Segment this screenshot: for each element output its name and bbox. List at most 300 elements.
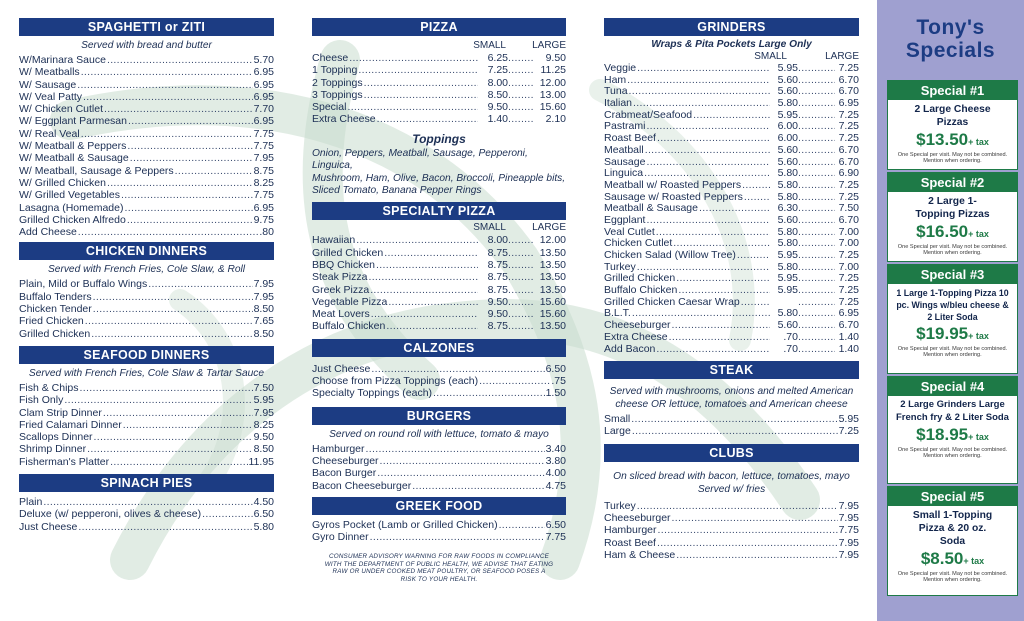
item-name: Plain, Mild or Buffalo Wings	[19, 278, 148, 291]
item-price-small: 8.00	[487, 76, 508, 89]
special-price: $8.50+ tax	[920, 549, 985, 568]
item-price-large: 12.00	[539, 234, 566, 247]
item-name: 1 Topping	[312, 64, 358, 77]
item-price: 5.95	[253, 394, 274, 407]
special-note: One Special per visit. May not be combined. Mention when ordering.	[897, 447, 1008, 460]
menu-item	[19, 443, 274, 455]
menu-item	[312, 89, 566, 101]
item-price: 7.75	[545, 531, 566, 544]
dot-leader	[798, 180, 835, 192]
item-name: Bacon Burger	[312, 467, 377, 480]
item-price-large: 1.40	[838, 342, 859, 355]
item-price: 7.95	[838, 536, 859, 549]
dot-leader	[798, 133, 835, 145]
item-price-large: 13.00	[539, 88, 566, 101]
item-name: Sausage	[604, 155, 646, 168]
dot-leader	[77, 79, 252, 91]
dot-leader	[110, 456, 247, 468]
menu-item	[312, 234, 566, 246]
dot-leader	[798, 308, 835, 320]
item-price: 6.95	[253, 90, 274, 103]
dot-leader	[128, 115, 253, 127]
item-price-small: 8.50	[487, 88, 508, 101]
item-price-small: 6.25	[487, 52, 508, 64]
menu-item	[604, 285, 859, 297]
toppings-title: Toppings	[412, 131, 466, 146]
item-name: Turkey	[604, 260, 636, 273]
dot-leader	[657, 537, 838, 549]
menu-item	[19, 419, 274, 431]
dot-leader	[798, 75, 835, 87]
dot-leader	[508, 259, 534, 271]
grinders-list	[604, 63, 859, 355]
dot-leader	[744, 192, 770, 204]
item-price-large: 7.25	[838, 178, 859, 191]
item-name: W/ Meatballs	[19, 66, 80, 79]
item-price-small: 5.80	[777, 225, 798, 238]
item-price-large: 7.25	[838, 120, 859, 133]
item-price-large: 7.25	[838, 62, 859, 74]
specialty-size-header	[312, 222, 566, 234]
dot-leader	[798, 192, 835, 204]
grinders-subtitle: Wraps & Pita Pockets Large Only	[651, 39, 812, 50]
item-name: Chicken Salad (Willow Tree)	[604, 249, 736, 261]
dot-leader	[627, 75, 770, 87]
item-name: Fish & Chips	[19, 381, 79, 394]
item-price: 7.95	[253, 152, 274, 165]
item-name: Cheeseburger	[312, 454, 379, 467]
item-name: Grilled Chicken Caesar Wrap	[604, 295, 740, 308]
special-title: Special #5	[888, 487, 1017, 506]
item-price-small: 5.95	[777, 272, 798, 285]
menu-item	[19, 315, 274, 327]
menu-item	[19, 508, 274, 520]
item-price-small: 5.60	[777, 213, 798, 226]
dot-leader	[508, 234, 534, 246]
dot-leader	[130, 152, 253, 164]
dot-leader	[646, 121, 770, 133]
item-name: Just Cheese	[312, 362, 371, 375]
item-price-small: .70	[783, 330, 798, 343]
item-price-small: 9.50	[487, 308, 508, 321]
grinders-header: GRINDERS	[604, 18, 859, 36]
item-price-small: 8.75	[487, 320, 508, 333]
dot-leader	[358, 64, 478, 76]
calzones-header: CALZONES	[312, 339, 566, 357]
dot-leader	[798, 203, 835, 215]
menu-item	[312, 284, 566, 296]
clubs-header: CLUBS	[604, 444, 859, 462]
item-price-large: 13.50	[539, 246, 566, 259]
menu-item	[604, 524, 859, 536]
dot-leader	[633, 98, 770, 110]
menu-item	[312, 259, 566, 271]
menu-item	[604, 332, 859, 344]
menu-item	[19, 431, 274, 443]
item-name: Large	[604, 425, 631, 438]
item-name: Grilled Chicken	[604, 272, 676, 285]
menu-item	[19, 128, 274, 140]
dot-leader	[121, 189, 253, 201]
item-name: Lasagna (Homemade)	[19, 201, 124, 214]
menu-item	[19, 328, 274, 340]
item-price-large: 6.70	[838, 319, 859, 332]
item-price-large: 6.70	[838, 143, 859, 156]
dot-leader	[646, 157, 770, 169]
item-price-large: 7.00	[838, 260, 859, 273]
special-note: One Special per visit. May not be combined. Mention when ordering.	[897, 152, 1008, 165]
item-price: .80	[259, 226, 274, 239]
dot-leader	[637, 63, 770, 75]
dot-leader	[508, 64, 534, 76]
dot-leader	[85, 315, 253, 327]
dot-leader	[370, 284, 478, 296]
item-name: Fried Chicken	[19, 315, 84, 328]
dot-leader	[631, 413, 837, 425]
dot-leader	[107, 54, 253, 66]
menu-item	[19, 456, 274, 468]
dot-leader	[202, 508, 252, 520]
item-price: 6.50	[253, 508, 274, 521]
item-name: Roast Beef	[604, 132, 656, 145]
item-name: Fish Only	[19, 394, 64, 407]
menu-item	[19, 177, 274, 189]
special-title: Special #3	[888, 265, 1017, 284]
toppings-line: Mushroom, Ham, Olive, Bacon, Broccoli, Pineapple bits,	[312, 172, 566, 184]
menu-item	[604, 537, 859, 549]
item-name: W/ Meatball & Peppers	[19, 140, 127, 153]
menu-item	[19, 91, 274, 103]
dot-leader	[78, 226, 259, 238]
dot-leader	[676, 549, 837, 561]
item-price-large: 15.60	[539, 308, 566, 321]
menu-item	[312, 455, 566, 467]
item-price-small: 5.80	[777, 167, 798, 180]
item-name: Add Cheese	[19, 226, 77, 239]
item-price: 5.95	[838, 413, 859, 426]
item-name: Choose from Pizza Toppings (each)	[312, 375, 479, 388]
item-price-small: 9.50	[487, 295, 508, 308]
menu-item	[604, 180, 859, 192]
menu-item	[312, 387, 566, 399]
menu-item	[604, 500, 859, 512]
item-price-small: 5.80	[777, 190, 798, 203]
dot-leader	[127, 214, 253, 226]
item-name: Special	[312, 101, 347, 114]
dot-leader	[669, 332, 770, 344]
dot-leader	[43, 496, 252, 508]
dot-leader	[380, 455, 545, 467]
menu-item	[19, 165, 274, 177]
item-name: Buffalo Chicken	[604, 284, 678, 297]
item-price-large: 6.70	[838, 213, 859, 226]
item-price-large: 13.50	[539, 283, 566, 296]
dot-leader	[798, 86, 835, 98]
dot-leader	[798, 344, 835, 356]
item-name: Italian	[604, 97, 633, 110]
item-price-large: 6.95	[838, 307, 859, 320]
item-price-large: 6.70	[838, 85, 859, 98]
menu-item	[312, 52, 566, 64]
calzones-list	[312, 363, 566, 400]
item-name: Chicken Tender	[19, 303, 92, 316]
item-price: .75	[551, 375, 566, 388]
item-price-small: 9.50	[487, 101, 508, 114]
item-price-small: 6.00	[777, 120, 798, 133]
item-price-small: .70	[783, 342, 798, 355]
item-price-large: 1.40	[838, 330, 859, 343]
item-price-large: 7.25	[838, 190, 859, 203]
item-price-large: 7.25	[838, 132, 859, 145]
item-name: Specialty Toppings (each)	[312, 387, 433, 400]
item-price-small: 5.60	[777, 155, 798, 168]
dot-leader	[798, 157, 835, 169]
menu-item	[604, 145, 859, 157]
item-name: Veal Cutlet	[604, 225, 655, 238]
menu-item	[19, 189, 274, 201]
menu-item	[19, 521, 274, 533]
item-price: 8.50	[253, 327, 274, 340]
menu-item	[312, 101, 566, 113]
menu-item	[19, 79, 274, 91]
special-card	[887, 376, 1018, 484]
item-price-large: 7.25	[838, 272, 859, 285]
dot-leader	[798, 168, 835, 180]
item-price-small: 5.80	[777, 97, 798, 110]
dot-leader	[798, 110, 835, 122]
dot-leader	[798, 98, 835, 110]
dot-leader	[645, 145, 770, 157]
item-name: W/ Eggplant Parmesan	[19, 115, 127, 128]
item-name: 3 Toppings	[312, 88, 363, 101]
item-price-small: 1.40	[487, 113, 508, 126]
item-price: 9.50	[253, 431, 274, 444]
dot-leader	[741, 297, 770, 309]
menu-item	[19, 382, 274, 394]
item-price-large: 6.70	[838, 155, 859, 168]
specialty-large-label: LARGE	[532, 222, 566, 234]
item-price-small: 5.60	[777, 143, 798, 156]
special-price: $16.50+ tax	[916, 222, 989, 241]
special-card	[887, 80, 1018, 170]
menu-item	[19, 152, 274, 164]
dot-leader	[124, 202, 252, 214]
special-price: $19.95+ tax	[916, 324, 989, 343]
item-price: 4.00	[545, 467, 566, 480]
item-name: Grilled Chicken	[19, 327, 91, 340]
steak-subtitle: Served with mushrooms, onions and melted American cheese OR lettuce, tomatoes and American cheese	[609, 386, 854, 411]
special-description: Small 1-Topping Pizza & 20 oz. Soda	[912, 510, 993, 547]
item-price: 3.40	[545, 442, 566, 455]
special-description: 2 Large 1-Topping Pizzas	[915, 196, 990, 220]
dot-leader	[80, 382, 253, 394]
item-price-small: 5.60	[777, 73, 798, 86]
item-price: 3.80	[545, 454, 566, 467]
item-name: W/ Veal Patty	[19, 90, 83, 103]
item-price-large: 12.00	[539, 76, 566, 89]
dot-leader	[356, 234, 478, 246]
item-name: Ham & Cheese	[604, 548, 676, 561]
menu-item	[604, 344, 859, 356]
menu-item	[312, 296, 566, 308]
dot-leader	[672, 320, 770, 332]
specialty-small-label: SMALL	[473, 222, 506, 234]
special-title: Special #4	[888, 377, 1017, 396]
dot-leader	[699, 203, 770, 215]
menu-item	[19, 202, 274, 214]
item-name: Veggie	[604, 62, 637, 74]
pizza-large-label: LARGE	[532, 40, 566, 51]
dot-leader	[371, 308, 478, 320]
item-name: Deluxe (w/ pepperoni, olives & cheese)	[19, 508, 202, 521]
menu-item	[312, 271, 566, 283]
item-name: Bacon Cheeseburger	[312, 479, 412, 492]
dot-leader	[637, 500, 838, 512]
item-price: 5.80	[253, 520, 274, 533]
menu-item	[19, 214, 274, 226]
menu-item	[604, 63, 859, 75]
dot-leader	[412, 480, 544, 492]
dot-leader	[798, 250, 835, 262]
menu-item	[19, 226, 274, 238]
item-name: B.L.T.	[604, 307, 631, 320]
dot-leader	[175, 165, 253, 177]
menu-item	[312, 443, 566, 455]
item-price-large: 7.50	[838, 202, 859, 215]
item-name: W/Marinara Sauce	[19, 54, 106, 66]
chicken-list	[19, 278, 274, 339]
item-price: 6.95	[253, 115, 274, 128]
item-name: Buffalo Tenders	[19, 290, 92, 303]
item-price-large: 9.50	[545, 52, 566, 64]
pizza-header: PIZZA	[312, 18, 566, 36]
dot-leader	[656, 344, 770, 356]
item-name: Tuna	[604, 85, 628, 98]
dot-leader	[798, 262, 835, 274]
item-price: 7.95	[838, 512, 859, 525]
item-price: 7.75	[838, 524, 859, 537]
item-price-small: 8.00	[487, 234, 508, 247]
specialty-list	[312, 234, 566, 332]
special-note: One Special per visit. May not be combined. Mention when ordering.	[897, 244, 1008, 257]
menu-item	[312, 113, 566, 125]
dot-leader	[94, 431, 253, 443]
item-name: W/ Sausage	[19, 78, 77, 91]
item-price: 9.75	[253, 213, 274, 226]
greek-list	[312, 519, 566, 544]
pizza-list	[312, 52, 566, 126]
dot-leader	[364, 77, 478, 89]
item-price: 7.75	[253, 127, 274, 140]
dot-leader	[349, 52, 478, 64]
item-name: Linguica	[604, 167, 644, 180]
item-price-small: 5.80	[777, 307, 798, 320]
dot-leader	[107, 177, 253, 189]
item-price: 8.25	[253, 176, 274, 189]
special-description: 2 Large Grinders Large French fry & 2 Liter Soda	[896, 399, 1009, 423]
dot-leader	[508, 284, 534, 296]
pizza-size-header	[312, 40, 566, 52]
item-name: 2 Toppings	[312, 76, 363, 89]
item-name: Meatball w/ Roasted Peppers	[604, 178, 742, 191]
item-price-small: 8.75	[487, 271, 508, 284]
item-price-small: 5.60	[777, 319, 798, 332]
item-price-large: 7.00	[838, 237, 859, 250]
item-name: Cheeseburger	[604, 319, 671, 332]
dot-leader	[364, 89, 478, 101]
dot-leader	[798, 273, 835, 285]
dot-leader	[676, 273, 770, 285]
dot-leader	[93, 291, 253, 303]
menu-item	[19, 303, 274, 315]
item-price: 7.95	[253, 406, 274, 419]
item-name: BBQ Chicken	[312, 259, 376, 271]
menu-item	[312, 64, 566, 76]
spinach-header: SPINACH PIES	[19, 474, 274, 492]
item-name: Gyro Dinner	[312, 531, 369, 544]
dot-leader	[798, 227, 835, 239]
item-price: 6.95	[253, 78, 274, 91]
burgers-subtitle: Served on round roll with lettuce, tomato & mayo	[329, 428, 549, 440]
dot-leader	[83, 91, 253, 103]
grinders-small-label: SMALL	[754, 51, 787, 62]
item-price: 7.95	[253, 278, 274, 291]
menu-item	[19, 407, 274, 419]
dot-leader	[508, 52, 534, 64]
specials-panel	[877, 0, 1024, 621]
special-description: 2 Large Cheese Pizzas	[914, 104, 991, 128]
item-price: 8.50	[253, 303, 274, 316]
item-price-large: 13.50	[539, 259, 566, 271]
item-price: 7.95	[253, 290, 274, 303]
item-price: 5.70	[253, 54, 274, 66]
item-price: 7.95	[838, 548, 859, 561]
item-price: 7.50	[253, 381, 274, 394]
item-name: Meatball	[604, 143, 644, 156]
item-name: W/ Grilled Chicken	[19, 176, 106, 189]
item-price: 6.50	[545, 362, 566, 375]
dot-leader	[368, 271, 478, 283]
burgers-list	[312, 443, 566, 492]
dot-leader	[508, 89, 534, 101]
item-price-small: 5.95	[777, 108, 798, 121]
dot-leader	[798, 121, 835, 133]
item-price-large: 13.50	[539, 271, 566, 284]
specialty-header: SPECIALTY PIZZA	[312, 202, 566, 220]
item-name: Turkey	[604, 499, 636, 512]
dot-leader	[678, 285, 770, 297]
special-card	[887, 486, 1018, 596]
dot-leader	[646, 215, 770, 227]
seafood-subtitle: Served with French Fries, Cole Slaw & Tartar Sauce	[28, 367, 265, 379]
dot-leader	[148, 278, 252, 290]
dot-leader	[91, 328, 252, 340]
dot-leader	[672, 512, 838, 524]
menu-item	[312, 320, 566, 332]
dot-leader	[81, 128, 253, 140]
special-card	[887, 264, 1018, 374]
dot-leader	[388, 296, 478, 308]
item-name: W/ Meatball & Sausage	[19, 152, 129, 165]
menu-item	[604, 86, 859, 98]
item-price: 4.50	[253, 496, 274, 509]
menu-item	[604, 297, 859, 309]
menu-item	[312, 519, 566, 531]
dot-leader	[508, 113, 534, 125]
item-price-small: 7.25	[487, 64, 508, 77]
item-price-small: 5.95	[777, 284, 798, 297]
steak-header: STEAK	[604, 361, 859, 379]
